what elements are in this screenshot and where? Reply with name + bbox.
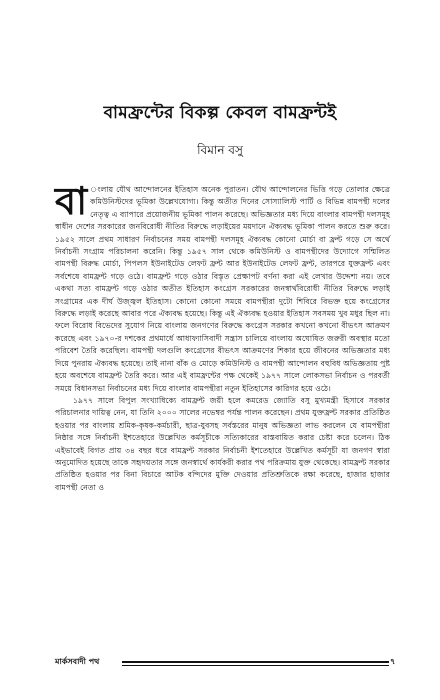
paragraph-1-text: ংলায় যৌথ আন্দোলনের ইতিহাস অনেক পুরাতন। যৌথ আন্দোলনের ভিত্তি গড়ে তোলার ক্ষেত্রে কমিউনিস্টদের ভূমিকা উল্লেখযোগ্য। কিন্তু অতীত দিনের সোস্যালিস্ট পার্টি ও বিভিন্ন বামপন্থী দলের নেতৃত্ব এ ব্যাপারে প্রয়োজনীয় ভূমিকা পালন করেছে। অভিজ্ঞতার মধ্য দিয়ে বাংলার বামপন্থী দলসমূহ স্বাধীন দেশের সরকারের জনবিরোধী নীতির বিরুদ্ধে লড়াইয়ের ময়দানে ঐক্যবদ্ধ ভূমিকা পালন করতে শুরু করে। ১৯৫২ সালে প্রথম সাধারণ নির্বাচনের সময় বামপন্থী দলসমূহ ঐক্যবদ্ধ কোনো মোর্চা বা ফ্রন্ট গড়ে সে অর্থে নির্বাচনী সংগ্রাম পরিচালনা করেনি। কিন্তু ১৯৫৭ সাল থেকে কমিউনিস্ট ও বামপন্থীদের উদ্যোগে সম্মিলিত বামপন্থী বিরুদ্ধ মোর্চা, পিপলস ইউনাইটেড লেফট ফ্রন্ট আর ইউনাইটেড লেফট ফ্রন্ট, তারপরে যুক্তফ্রন্ট এবং সর্বশেষে বামফ্রন্ট গড়ে ওঠে। বামফ্রন্ট গড়ে ওঠার বিস্তৃত প্রেক্ষাপট বর্ণনা করা এই লেখার উদ্দেশ্য নয়। তবে একথা সত্য বামফ্রন্ট গড়ে ওঠার অতীত ইতিহাস কংগ্রেস সরকারের জনস্বার্থবিরোধী নীতির বিরুদ্ধে লড়াই সংগ্রামের এক দীর্ঘ উজ্জ্বল ইতিহাস। কোনো কোনো সময়ে বামপন্থীরা দুটো শিবিরে বিভক্ত হয়ে কংগ্রেসের বিরুদ্ধে লড়াই করেছে আবার পরে ঐক্যবদ্ধ হয়েছে। কিন্তু এই ঐক্যবদ্ধ হওয়ার ইতিহাস সবসময় খুব মধুর ছিল না। ফলে বিরোধ বিভেদের সুযোগ নিয়ে বাংলায় জনগণের বিরুদ্ধে কংগ্রেস সরকার কখনো কখনো বীভৎস আক্রমণ করেছে এবং ১৯৭০-র দশকের প্রথমার্ধে আধাফ্যাসিবাদী সন্ত্রাস চালিয়ে বাংলায় অঘোষিত জরুরী অবস্থার মতো পরিবেশ তৈরি করেছিল। বামপন্থী দলগুলি কংগ্রেসের বীভৎস আক্রমণের শিকার হয়ে জীবনের অভিজ্ঞতার মধ্য দিয়ে পুনরায় ঐক্যবদ্ধ হয়েছে। তাই নানা বাঁক ও মোড়ে কমিউনিস্ট ও বামপন্থী আন্দোলন বহুবিধ অভিজ্ঞতায় পুষ্ট হয়ে অবশেষে বামফ্রন্ট তৈরি করে। আর এই বামফ্রন্টের পক্ষ থেকেই ১৯৭৭ সালে লোকসভা নির্বাচন ও পরবর্তী সময়ে বিধানসভা নির্বাচনের মধ্য দিয়ে বাংলার বামপন্থীরা নতুন ইতিহাসের কারিগর হয়ে ওঠে। [55, 185, 390, 393]
drop-cap: বা [55, 179, 88, 223]
paragraph-1 [55, 179, 390, 395]
article-body [55, 179, 390, 494]
article-author: বিমান বসু [197, 143, 243, 157]
article-title: বামফ্রন্টের বিকল্প কেবল বামফ্রন্টই [103, 103, 337, 123]
page-number: ৭ [390, 657, 396, 666]
paragraph-2: ১৯৭৭ সালে বিপুল সংখ্যাধিক্যে বামফ্রন্ট জয়ী হলে কমরেড জ্যোতি বসু মুখ্যমন্ত্রী হিসাবে সরকার পরিচালনার দায়িত্ব নেন, যা তিনি ২০০০ সালের নভেম্বর পর্যন্ত পালন করেছেন। প্রথম যুক্তফ্রন্ট সরকার প্রতিষ্ঠিত হওয়ার পর বাংলায় শ্রমিক-কৃষক-কর্মচারী, ছাত্র-যুবসহ সর্বস্তরের মানুষ অভিজ্ঞতা লাভ করলেন যে বামপন্থীরা নিষ্ঠার সঙ্গে নির্বাচনী ইশতেহারে উল্লেখিত কর্মসূচীকে সত্যিকারের বাস্তবায়িত করার চেষ্টা করে চলেন। ঠিক এইভাবেই বিগত প্রায় ৩৪ বছর ধরে বামফ্রন্ট সরকার নির্বাচনী ইশতেহারে উল্লেখিত কর্মসূচী যা জনগণ স্বারা অনুমোদিত হয়েছে তাকে সহৃদয়তার সঙ্গে জনস্বার্থে কার্যকরী করার পথ পরিক্রমায় যুক্ত থেকেছে। বামফ্রন্ট সরকার প্রতিষ্ঠিত হওয়ার পর বিনা বিচারে আটক বন্দিদের মুক্তি দেওয়ার প্রতিশ্রুতিকে রক্ষা করেছে, হাজার হাজার বামপন্থী নেতা ও [55, 395, 390, 492]
footer-rule [122, 661, 389, 666]
publication-name: মার্কসবাদী পথ [55, 657, 100, 666]
